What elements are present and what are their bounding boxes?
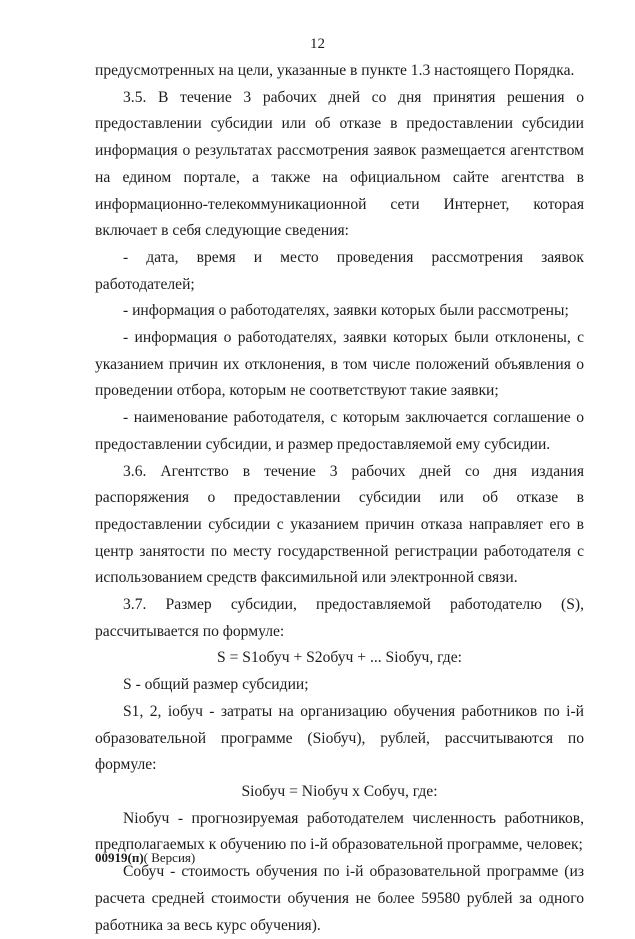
paragraph-3-7: 3.7. Размер субсидии, предоставляемой работодателю (S), рассчитывается по формуле: bbox=[95, 596, 584, 640]
list-item: - дата, время и место проведения рассмотрения заявок работодателей; bbox=[95, 248, 584, 293]
formula-s-i: Siобуч = Niобуч х Собуч, где: bbox=[241, 782, 438, 800]
page-number: 12 bbox=[310, 36, 325, 52]
document-body bbox=[95, 58, 584, 939]
document-footer bbox=[95, 850, 195, 866]
list-item: - информация о работодателях, заявки которых были рассмотрены; bbox=[123, 302, 569, 320]
definition-s: S - общий размер субсидии; bbox=[123, 676, 309, 694]
list-item: - информация о работодателях, заявки которых были отклонены, с указанием причин их отклонения, в том числе положений объявления о проведении отбора, которым не соответствуют такие заявки; bbox=[95, 329, 584, 400]
definition-n-i: Niобуч - прогнозируемая работодателем численность работников, предполагаемых к обучению по i-й образовательной программе, человек; bbox=[95, 809, 584, 854]
paragraph: предусмотренных на цели, указанные в пункте 1.3 настоящего Порядка. bbox=[95, 62, 575, 79]
definition-c: Собуч - стоимость обучения по i-й образовательной программе (из расчета средней стоимости обучения не более 59580 рублей за одного работника за весь курс обучения). bbox=[95, 863, 584, 934]
paragraph-3-6: 3.6. Агентство в течение 3 рабочих дней со дня издания распоряжения о предоставлении субсидии или об отказе в предоставлении субсидии с указанием причин отказа направляет его в центр занятости по месту государственной регистрации работодателя с использованием средств факсимильной или электронной связи. bbox=[95, 462, 584, 587]
definition-s-i: S1, 2, iобуч - затраты на организацию обучения работников по i-й образовательной программе (Siобуч), рублей, рассчитываются по формуле: bbox=[95, 702, 584, 774]
formula-total: S = S1обуч + S2обуч + ... Siобуч, где: bbox=[217, 649, 462, 667]
document-code: 00919(п) bbox=[95, 850, 144, 865]
document-version: ( Версия) bbox=[143, 850, 196, 865]
list-item: - наименование работодателя, с которым заключается соглашение о предоставлении субсидии, и размер предоставляемой ему субсидии. bbox=[95, 409, 584, 453]
paragraph-3-5: 3.5. В течение 3 рабочих дней со дня принятия решения о предоставлении субсидии или об отказе в предоставлении субсидии информация о результатах рассмотрения заявок размещается агентством на едином портале, а также на официальном сайте агентства в информационно-телекоммуникационной сети Интернет, которая включает в себя следующие сведения: bbox=[95, 88, 584, 240]
